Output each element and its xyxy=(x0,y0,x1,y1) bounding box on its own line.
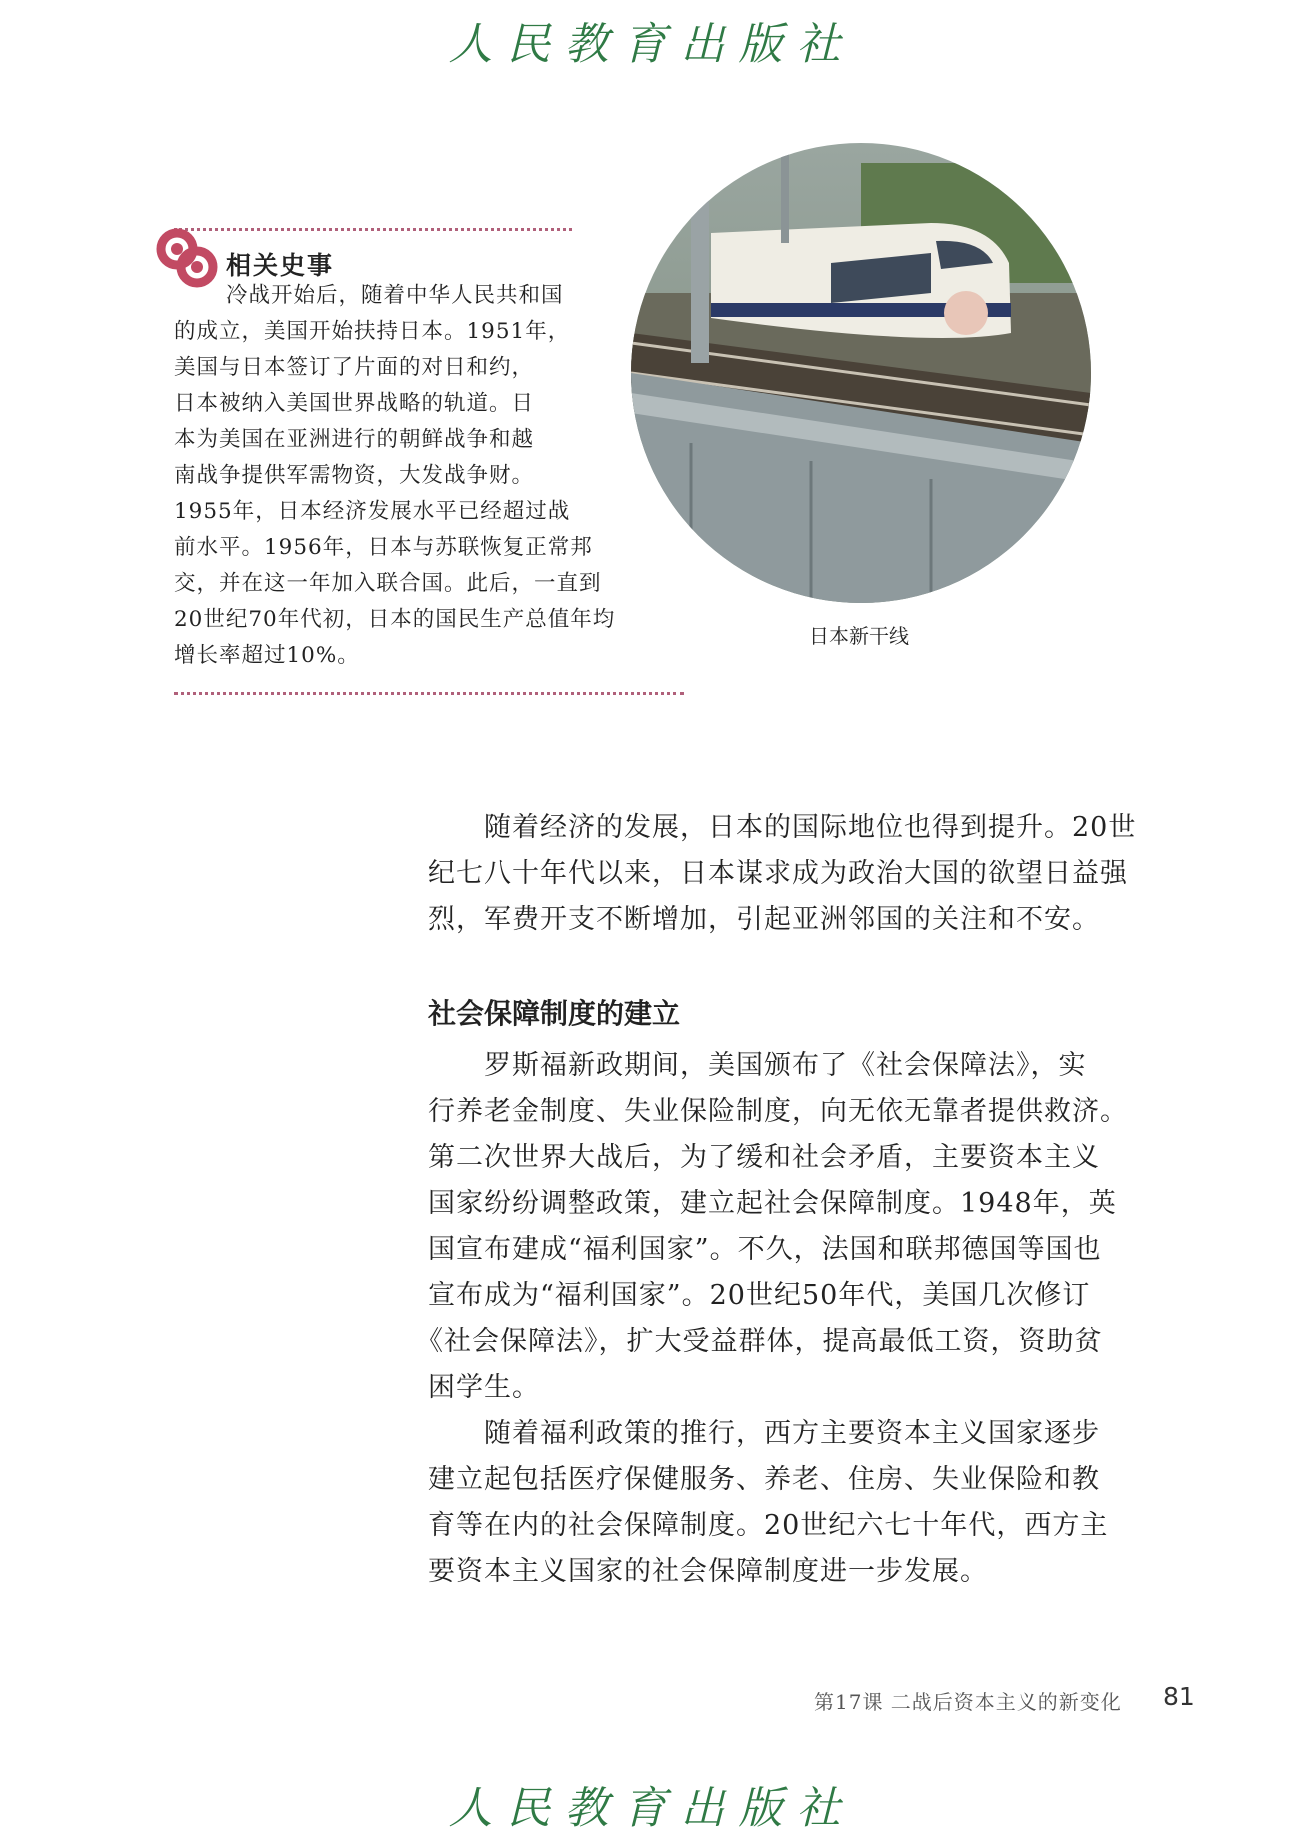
main-text-line: 困学生。 xyxy=(428,1372,540,1403)
main-text-line: 第二次世界大战后，为了缓和社会矛盾，主要资本主义 xyxy=(428,1142,1100,1173)
shinkansen-photo xyxy=(631,143,1091,603)
main-text-line: 国宣布建成“福利国家”。不久，法国和联邦德国等国也 xyxy=(428,1234,1102,1265)
sidebar-line: 的成立，美国开始扶持日本。1951年， xyxy=(174,319,571,344)
sidebar-line: 日本被纳入美国世界战略的轨道。日 xyxy=(174,391,535,416)
main-text-line: 《社会保障法》，扩大受益群体，提高最低工资，资助贫 xyxy=(416,1326,1103,1357)
publisher-watermark-top: 人民教育出版社 xyxy=(448,19,855,70)
sidebar-line: 增长率超过10%。 xyxy=(174,643,360,668)
sidebar-line: 20世纪70年代初，日本的国民生产总值年均 xyxy=(174,607,616,632)
sidebar-line: 南战争提供军需物资，大发战争财。 xyxy=(174,463,535,488)
sidebar-bottom-rule xyxy=(174,692,684,695)
main-text-line: 行养老金制度、失业保险制度，向无依无靠者提供救济。 xyxy=(428,1096,1128,1127)
main-text-line: 建立起包括医疗保健服务、养老、住房、失业保险和教 xyxy=(428,1464,1100,1495)
main-text-line: 随着经济的发展，日本的国际地位也得到提升。20世 xyxy=(484,812,1137,843)
page-number: 81 xyxy=(1163,1682,1195,1711)
sidebar-line: 前水平。1956年，日本与苏联恢复正常邦 xyxy=(174,535,593,560)
sidebar-top-rule xyxy=(174,228,572,231)
main-text-line: 随着福利政策的推行，西方主要资本主义国家逐步 xyxy=(484,1418,1100,1449)
section-heading: 社会保障制度的建立 xyxy=(428,997,681,1030)
sidebar-line: 冷战开始后，随着中华人民共和国 xyxy=(226,283,564,308)
main-text-line: 烈，军费开支不断增加，引起亚洲邻国的关注和不安。 xyxy=(428,904,1100,935)
main-text-line: 育等在内的社会保障制度。20世纪六七十年代，西方主 xyxy=(428,1510,1109,1541)
main-text-line: 国家纷纷调整政策，建立起社会保障制度。1948年，英 xyxy=(428,1188,1117,1219)
sidebar-line: 1955年，日本经济发展水平已经超过战 xyxy=(174,499,571,524)
main-text-line: 罗斯福新政期间，美国颁布了《社会保障法》，实 xyxy=(484,1050,1087,1081)
publisher-watermark-bottom: 人民教育出版社 xyxy=(448,1783,855,1834)
main-text-line: 宣布成为“福利国家”。20世纪50年代，美国几次修订 xyxy=(428,1280,1091,1311)
sidebar-line: 美国与日本签订了片面的对日和约， xyxy=(174,355,535,380)
sidebar-title: 相关史事 xyxy=(226,251,335,280)
main-text-line: 纪七八十年代以来，日本谋求成为政治大国的欲望日益强 xyxy=(428,858,1128,889)
sidebar-line: 交，并在这一年加入联合国。此后，一直到 xyxy=(174,571,602,596)
photo-caption: 日本新干线 xyxy=(809,624,909,648)
sidebar-line: 本为美国在亚洲进行的朝鲜战争和越 xyxy=(174,427,535,452)
main-text-line: 要资本主义国家的社会保障制度进一步发展。 xyxy=(428,1556,988,1587)
lesson-footer: 第17课 二战后资本主义的新变化 xyxy=(814,1690,1122,1714)
related-history-icon xyxy=(155,225,221,291)
